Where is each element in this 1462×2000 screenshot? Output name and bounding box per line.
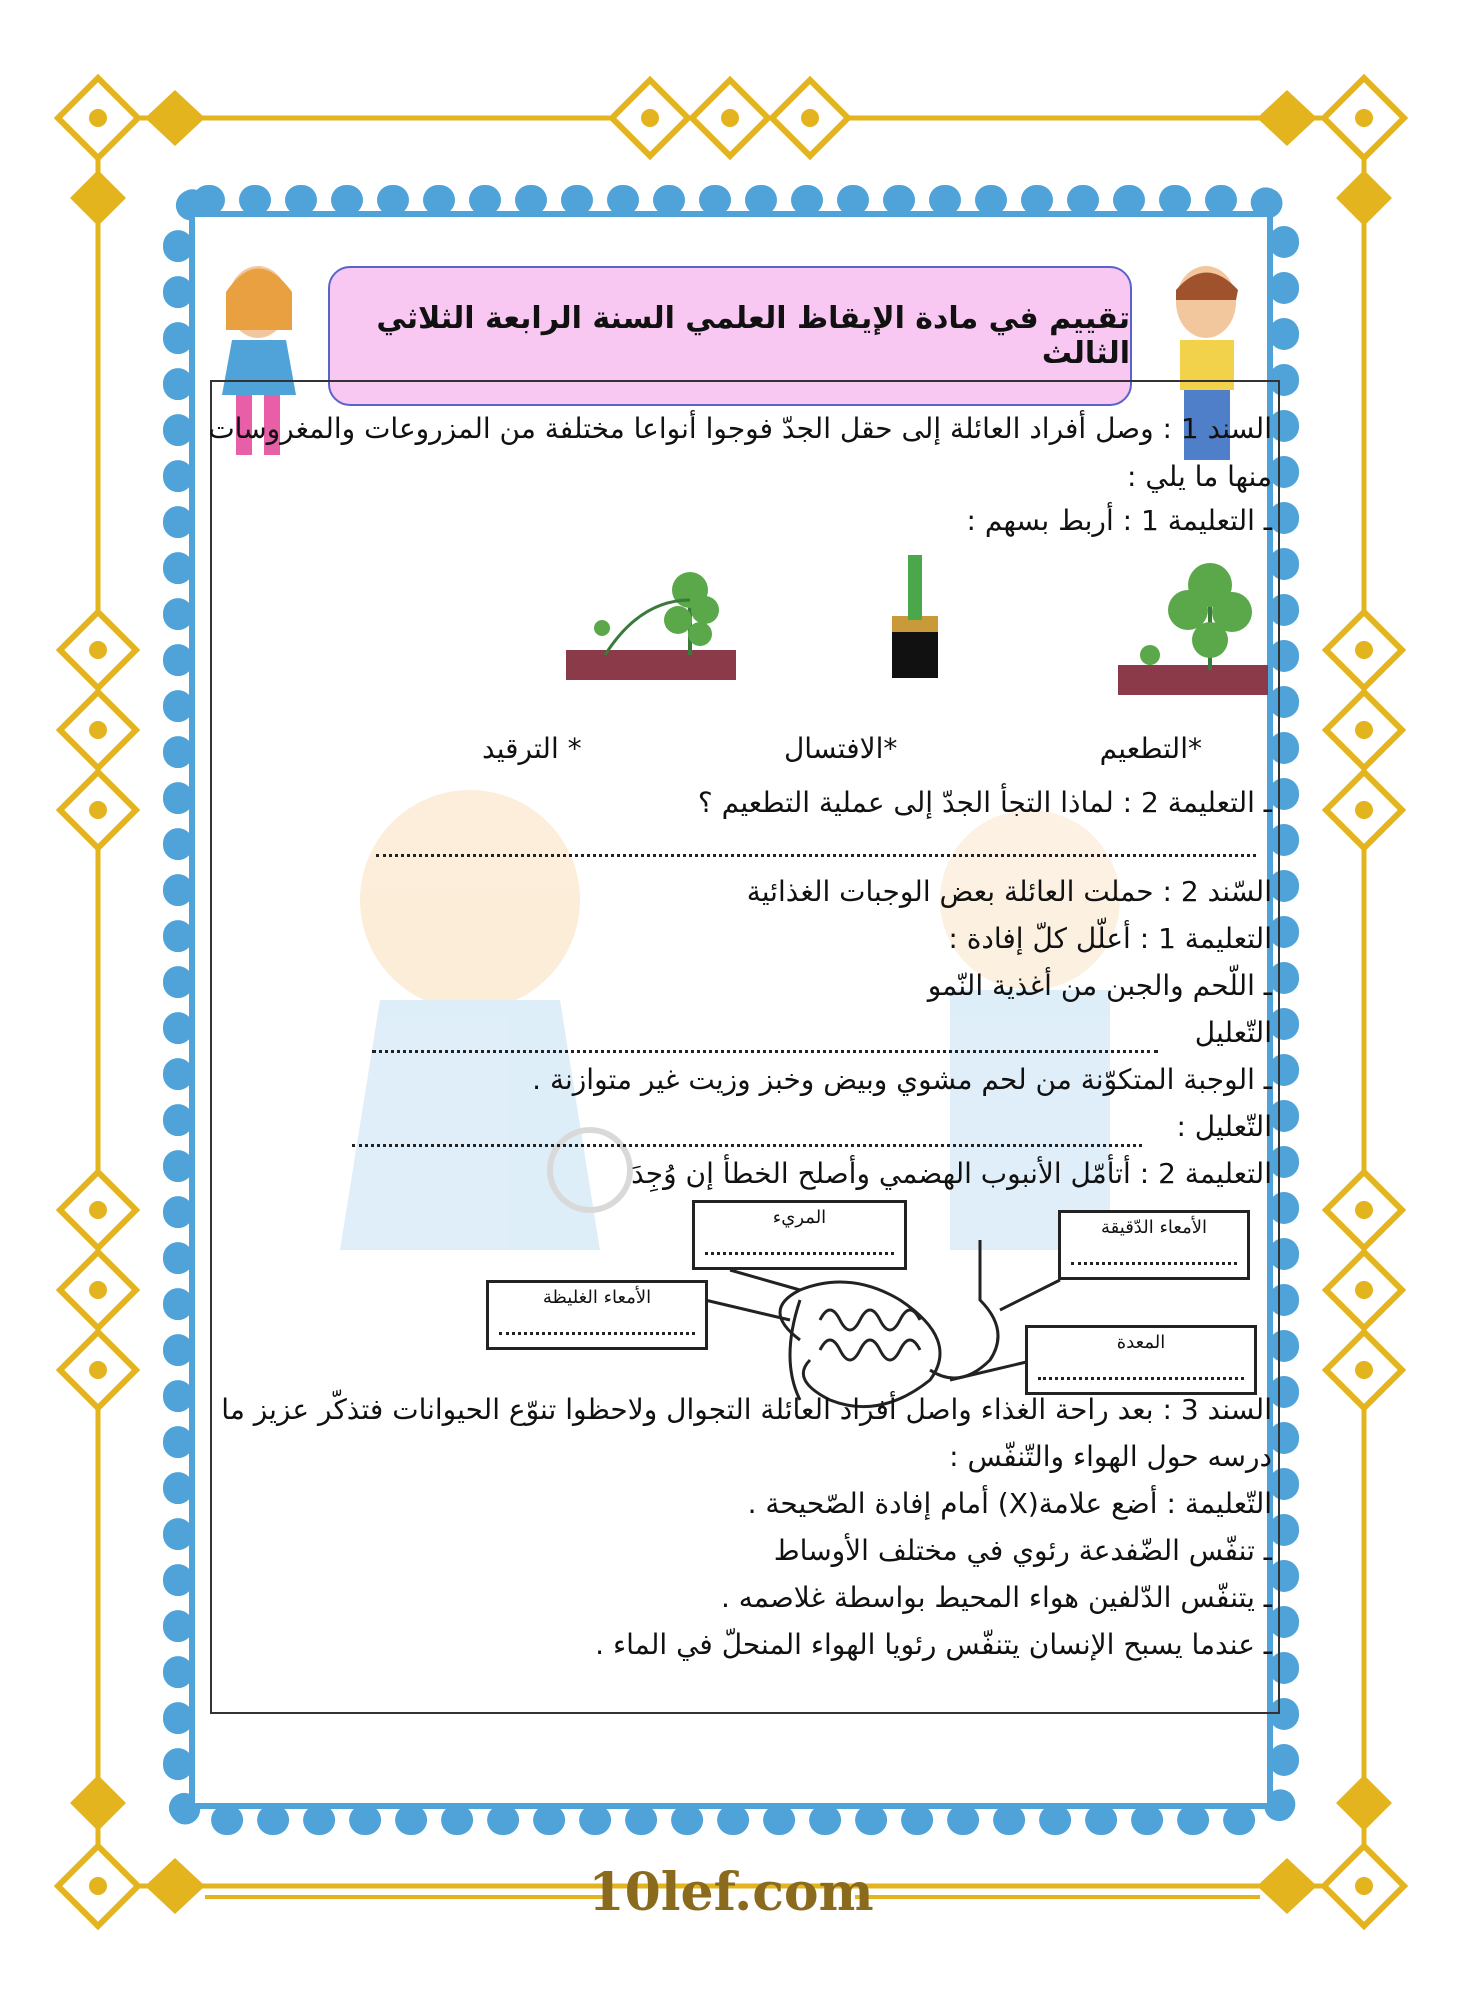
statement-dolphin[interactable]: ـ يتنفّس الدّلفين هواء المحيط بواسطة غلاصمه . — [720, 1581, 1272, 1614]
label-small-intestine: الأمعاء الدّقيقة — [1101, 1217, 1207, 1238]
instruction-3: التّعليمة : أضع علامة(X) أمام إفادة الصّحيحة . — [747, 1487, 1272, 1520]
label-stomach: المعدة — [1116, 1332, 1166, 1353]
support-1-line1: السند 1 : وصل أفراد العائلة إلى حقل الجدّ فوجوا أنواعا مختلفة من المزروعات والمغروسات — [208, 412, 1272, 445]
instruction-1-2: ـ التعليمة 2 : لماذا التجأ الجدّ إلى عملية التطعيم ؟ — [697, 786, 1272, 819]
label-box-esophagus[interactable] — [692, 1200, 907, 1270]
instruction-2-1: التعليمة 1 : أعلّل كلّ إفادة : — [948, 922, 1272, 955]
statement-frog[interactable]: ـ تنفّس الضّفدعة رئوي في مختلف الأوساط — [773, 1534, 1272, 1567]
instruction-1-1: ـ التعليمة 1 : أربط بسهم : — [966, 504, 1272, 537]
label-large-intestine: الأمعاء الغليظة — [542, 1287, 652, 1308]
reason-line-1[interactable] — [372, 1050, 1158, 1053]
label-box-stomach[interactable] — [1025, 1325, 1257, 1395]
label-stomach-dots — [1038, 1377, 1244, 1380]
support-3-line1: السند 3 : بعد راحة الغذاء واصل أفراد العائلة التجوال ولاحظوا تنوّع الحيوانات فتذكّر عزيز ما — [221, 1393, 1272, 1426]
statement-human[interactable]: ـ عندما يسبح الإنسان يتنفّس رئويا الهواء المنحلّ في الماء . — [595, 1628, 1272, 1661]
label-large-intestine-dots — [499, 1332, 695, 1335]
propagation-options — [482, 732, 1202, 765]
instruction-2-2: التعليمة 2 : أتأمّل الأنبوب الهضمي وأصلح الخطأ إن وُجِدَ — [631, 1157, 1272, 1190]
site-watermark: 10lef.com — [588, 1862, 874, 1923]
page-title: تقييم في مادة الإيقاظ العلمي السنة الرابعة الثلاثي الثالث — [376, 301, 1130, 371]
label-esophagus-dots — [705, 1252, 894, 1255]
support-1-line2: منها ما يلي : — [1127, 460, 1272, 493]
reason-line-2[interactable] — [352, 1144, 1142, 1147]
statement-meat-cheese: ـ اللّحم والجبن من أغذية النّمو — [927, 969, 1272, 1002]
support-2: السّند 2 : حملت العائلة بعض الوجبات الغذائية — [746, 875, 1272, 908]
label-box-small-intestine[interactable] — [1058, 1210, 1250, 1280]
statement-meal: ـ الوجبة المتكوّنة من لحم مشوي وبيض وخبز وزيت غير متوازنة . — [532, 1063, 1272, 1096]
label-small-intestine-dots — [1071, 1262, 1237, 1265]
reason-label-1: التّعليل — [1194, 1016, 1272, 1049]
label-esophagus: المريء — [772, 1207, 827, 1228]
reason-label-2: التّعليل : — [1176, 1110, 1272, 1143]
label-box-large-intestine[interactable] — [486, 1280, 708, 1350]
answer-line-1[interactable] — [376, 854, 1256, 857]
option-grafting[interactable]: *التطعيم — [1099, 732, 1202, 765]
option-cutting[interactable]: *الافتسال — [783, 732, 898, 765]
option-layering[interactable]: * الترقيد — [482, 732, 582, 765]
support-3-line2: درسه حول الهواء والتّنفّس : — [949, 1440, 1272, 1473]
